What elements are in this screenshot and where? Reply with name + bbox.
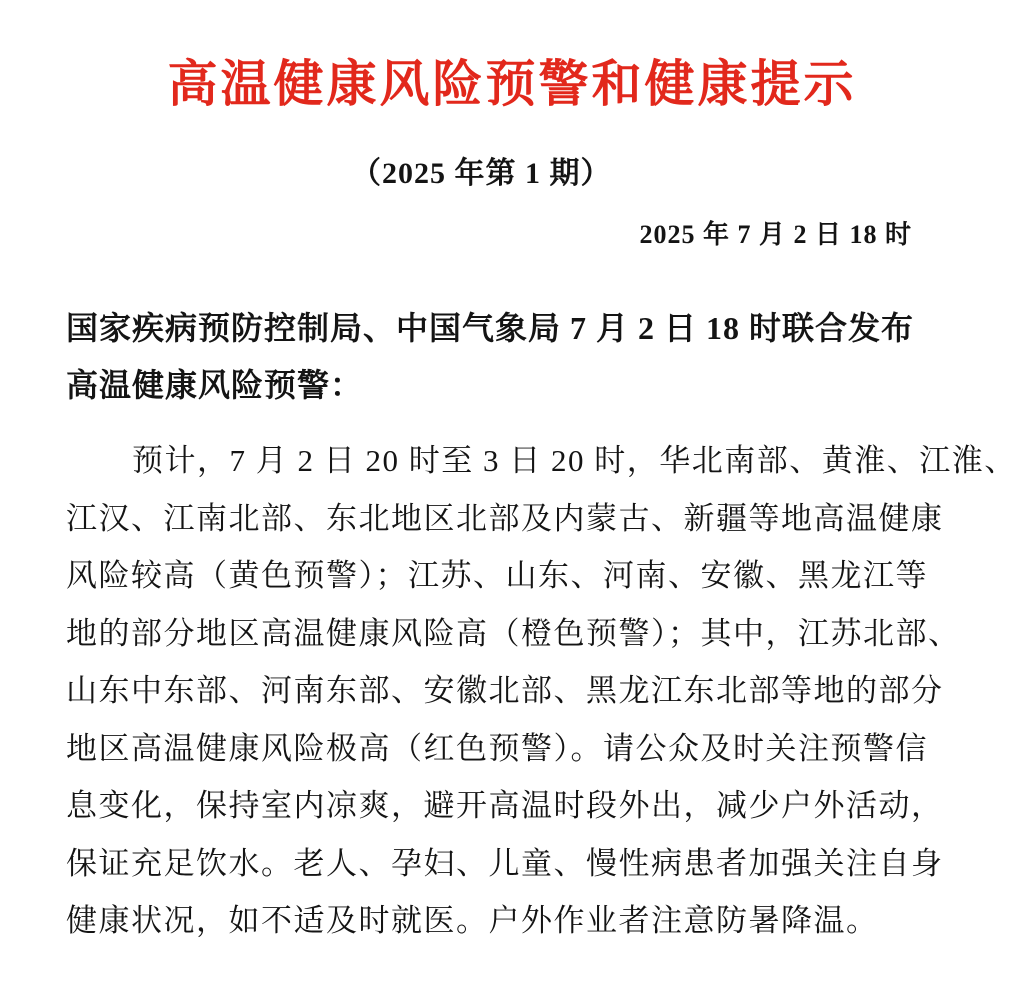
body-line: 地的部分地区高温健康风险高（橙色预警）；其中，江苏北部、 — [66, 615, 961, 651]
issue-number: （2025 年第 1 期） — [351, 157, 612, 190]
body-line: 山东中东部、河南东部、安徽北部、黑龙江东北部等地的部分 — [66, 673, 944, 708]
heading-paragraph — [66, 300, 936, 414]
body-line: 息变化，保持室内凉爽，避开高温时段外出，减少户外活动， — [66, 788, 944, 823]
body-line: 江汉、江南北部、东北地区北部及内蒙古、新疆等地高温健康 — [66, 500, 944, 536]
body-line: 风险较高（黄色预警）；江苏、山东、河南、安徽、黑龙江等 — [66, 558, 928, 593]
document-title: 高温健康风险预警和健康提示 — [167, 56, 857, 112]
body-line: 保证充足饮水。老人、孕妇、儿童、慢性病患者加强关注自身 — [66, 845, 944, 881]
dateline: 2025 年 7 月 2 日 18 时 — [639, 220, 912, 249]
heading-line: 国家疾病预防控制局、中国气象局 7 月 2 日 18 时联合发布 — [66, 310, 915, 346]
body-paragraph — [66, 432, 1017, 950]
body-line: 预计，7 月 2 日 20 时至 3 日 20 时，华北南部、黄淮、江淮、 — [132, 443, 1017, 478]
body-line: 地区高温健康风险极高（红色预警）。请公众及时关注预警信 — [66, 730, 928, 766]
body-line: 健康状况，如不适及时就医。户外作业者注意防暑降温。 — [66, 903, 879, 938]
heading-line: 高温健康风险预警： — [66, 367, 364, 403]
